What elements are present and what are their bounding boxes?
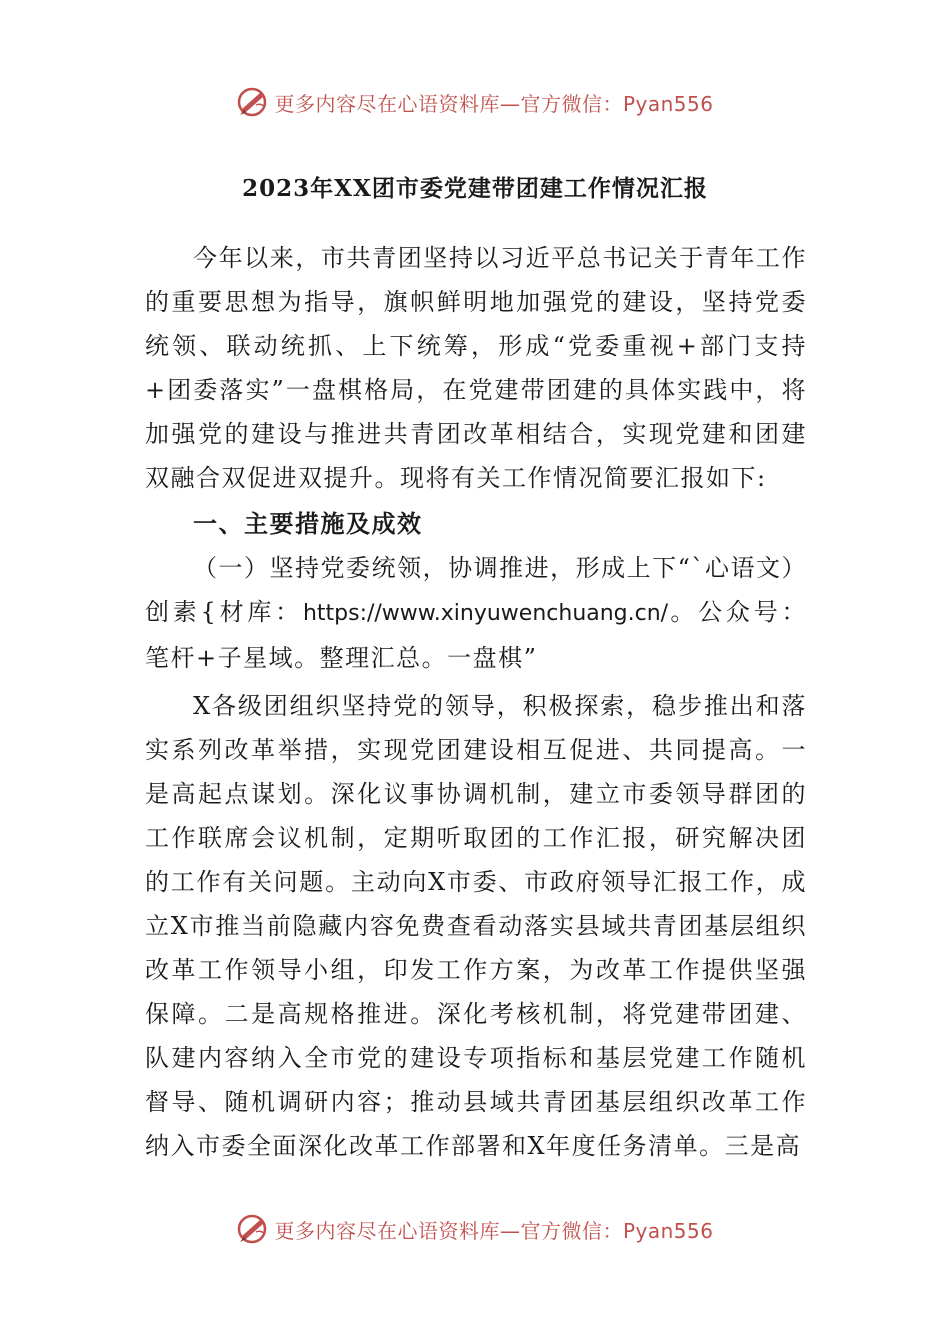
banner-text: 更多内容尽在心语资料库—官方微信：Pyan556: [274, 1218, 714, 1243]
document-body: [145, 236, 807, 1168]
pen-logo-icon: [236, 85, 270, 119]
intro-paragraph: 今年以来，市共青团坚持以习近平总书记关于青年工作的重要思想为指导，旗帜鲜明地加强党的建设，坚持党委统领、联动统抓、上下统筹，形成“党委重视+部门支持+团委落实”一盘棋格局，在党建带团建的具体实践中，将加强党的建设与推进共青团改革相结合，实现党建和团建双融合双促进双提升。现将有关工作情况简要汇报如下:: [145, 244, 807, 492]
body-paragraph: X各级团组织坚持党的领导，积极探索，稳步推出和落实系列改革举措，实现党团建设相互促进、共同提高。一是高起点谋划。深化议事协调机制，建立市委领导群团的工作联席会议机制，定期听取团的工作汇报，研究解决团的工作有关问题。主动向X市委、市政府领导汇报工作，成立X市推当前隐藏内容免费查看动落实县域共青团基层组织改革工作领导小组，印发工作方案，为改革工作提供坚强保障。二是高规格推进。深化考核机制，将党建带团建、队建内容纳入全市党的建设专项指标和基层党建工作随机督导、随机调研内容；推动县域共青团基层组织改革工作纳入市委全面深化改革工作部署和X年度任务清单。三是高: [145, 692, 807, 1160]
document-title: 2023年XX团市委党建带团建工作情况汇报: [242, 175, 708, 202]
website-url[interactable]: https://www.xinyuwenchuang.cn/: [302, 601, 669, 626]
pen-logo-icon: [236, 1212, 270, 1246]
header-banner: [0, 82, 950, 122]
subsection-paragraph: [145, 546, 807, 680]
subsection-text-b: 。公众号：笔杆+子星域。整理汇总。一盘棋”: [145, 598, 807, 672]
section-heading: 一、主要措施及成效: [193, 509, 423, 538]
subsection-text-a: （一）坚持党委统领，协调推进，形成上下“`心语文）创素{材库：: [145, 554, 807, 626]
footer-banner: [0, 1209, 950, 1249]
banner-text: 更多内容尽在心语资料库—官方微信：Pyan556: [274, 91, 714, 116]
